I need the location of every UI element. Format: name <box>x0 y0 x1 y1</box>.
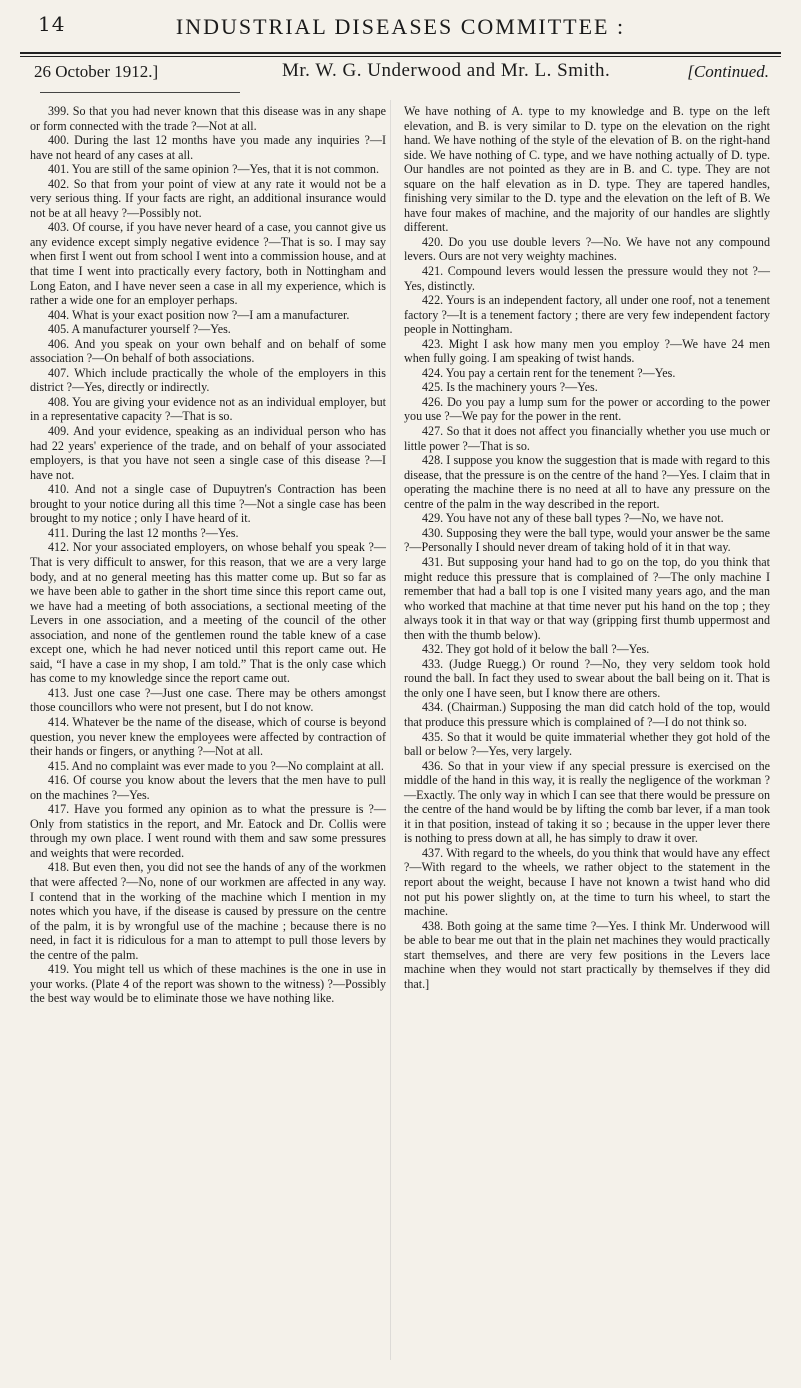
paragraph: 409. And your evidence, speaking as an individual person who has had 22 years' experience of the trade, and on behalf of your associated employers, is that you have not seen a single case of this disease ?—I have not. <box>30 424 386 482</box>
paragraph: 421. Compound levers would lessen the pressure would they not ?—Yes, distinctly. <box>404 264 770 293</box>
paragraph: 416. Of course you know about the levers that the men have to pull on the machines ?—Yes. <box>30 773 386 802</box>
paragraph: 436. So that in your view if any special pressure is exercised on the middle of the hand in this way, it is really the negligence of the workman ?—Exactly. The only way in which I can see that there would be pressure on the centre of the hand would be by lifting the comb bar lever, if a man took it in that position, instead of taking it so ; because in the upper lever there is nothing to press down at all, he has simply to draw it over. <box>404 758 770 846</box>
paragraph: 422. Yours is an independent factory, all under one roof, not a tenement factory ?—It is a tenement factory ; there are very few independent factory people in Nottingham. <box>404 293 770 337</box>
date-underline <box>40 92 240 93</box>
paragraph: 413. Just one case ?—Just one case. There may be others amongst those councillors who were not present, but I do not know. <box>30 685 386 715</box>
witness-names: Mr. W. G. Underwood and Mr. L. Smith. <box>282 60 611 81</box>
paragraph: 432. They got hold of it below the ball ?—Yes. <box>422 642 650 657</box>
paragraph: 424. You pay a certain rent for the tenement ?—Yes. <box>422 365 676 380</box>
paragraph: 406. And you speak on your own behalf and on behalf of some association ?—On behalf of both associations. <box>30 336 386 366</box>
paragraph: 415. And no complaint was ever made to you ?—No complaint at all. <box>48 758 384 773</box>
paragraph: 410. And not a single case of Dupuytren's Contraction has been brought to your notice during all this time ?—Not a single case has been brought to my notice ; only I have heard of it. <box>30 482 386 526</box>
running-title: INDUSTRIAL DISEASES COMMITTEE : <box>175 14 626 39</box>
header-rule <box>20 52 781 54</box>
paragraph: 434. (Chairman.) Supposing the man did catch hold of the top, would that produce this pressure which is complained of ?—I do not think so. <box>404 700 770 729</box>
paragraph: 425. Is the machinery yours ?—Yes. <box>422 380 598 395</box>
paragraph: 438. Both going at the same time ?—Yes. I think Mr. Underwood will be able to bear me out that in the plain net machines they would practically start themselves, and there are very few positions in the Levers lace machine when they would not start practically by themselves if they did that.] <box>404 918 770 991</box>
paragraph: 429. You have not any of these ball types ?—No, we have not. <box>422 511 724 526</box>
paragraph: 435. So that it would be quite immaterial whether they got hold of the ball or below ?—Yes, very largely. <box>404 729 770 759</box>
paragraph: 420. Do you use double levers ?—No. We have not any compound levers. Ours are not very weighty machines. <box>404 234 770 264</box>
paragraph: 426. Do you pay a lump sum for the power or according to the power you use ?—We pay for the power in the rent. <box>404 394 770 424</box>
paragraph: 405. A manufacturer yourself ?—Yes. <box>48 322 231 337</box>
paragraph: 401. You are still of the same opinion ?—Yes, that it is not common. <box>48 162 379 177</box>
left-column <box>30 104 386 1006</box>
column-divider <box>390 100 391 1360</box>
paragraph: 408. You are giving your evidence not as an individual employer, but in a representative capacity ?—That is so. <box>30 394 386 424</box>
page-number: 14 <box>38 12 66 36</box>
paragraph: We have nothing of A. type to my knowledge and B. type on the left elevation, and B. is very similar to D. type on the elevation on the right hand. We have nothing of the style of the elevation of B. on the right-hand side. We have nothing of C. type, and we have nothing actually of D. type. Our handles are not pointed as they are in B. and C. type. They are not square on the half elevation as in D. type. They are tapered handles, finishing very similar to the D. type and the elevation on the left of B. We have four makes of machine, and the majority of our handles are slightly different. <box>404 104 770 235</box>
paragraph: 402. So that from your point of view at any rate it would not be a very serious thing. If your facts are right, an additional insurance would not be at all heavy ?—Possibly not. <box>30 176 386 220</box>
paragraph: 414. Whatever be the name of the disease, which of course is beyond question, you never knew the employees were affected by contraction of their hands or fingers, or anything ?—Not at all. <box>30 714 386 759</box>
right-column <box>404 104 770 991</box>
page-header <box>24 12 777 46</box>
sub-header <box>24 58 777 88</box>
paragraph: 419. You might tell us which of these machines is the one in use in your works. (Plate 4 of the report was shown to the witness) ?—Possibly the best way would be to eliminate those we have nothing like. <box>30 962 386 1006</box>
hearing-date: 26 October 1912.] <box>34 62 159 81</box>
paragraph: 430. Supposing they were the ball type, would your answer be the same ?—Personally I should never dream of taking hold of it in that way. <box>404 525 770 555</box>
paragraph: 400. During the last 12 months have you made any inquiries ?—I have not heard of any cases at all. <box>30 133 386 162</box>
paragraph: 418. But even then, you did not see the hands of any of the workmen that were affected ?—No, none of our workmen are affected in any way. I contend that in the working of the machine which I mention in my notes which you have, if the disease is caused by pressure on the centre of the palm, it is by wrongful use of the machine ; because there is no need, in fact it is ridiculous for a man to attempt to pull those levers by the centre of the palm. <box>30 860 386 962</box>
paragraph: 407. Which include practically the whole of the employers in this district ?—Yes, directly or indirectly. <box>30 365 386 395</box>
paragraph: 427. So that it does not affect you financially whether you use much or little power ?—That is so. <box>404 424 770 453</box>
paragraph: 404. What is your exact position now ?—I am a manufacturer. <box>48 307 350 322</box>
paragraph: 399. So that you had never known that this disease was in any shape or form connected with the trade ?—Not at all. <box>30 104 386 133</box>
continued-label: [Continued. <box>687 62 769 81</box>
paragraph: 411. During the last 12 months ?—Yes. <box>48 525 239 540</box>
paragraph: 433. (Judge Ruegg.) Or round ?—No, they very seldom took hold round the ball. In fact they used to swear about the ball being on it. That is the only one I have seen, but I know there are others. <box>404 656 770 700</box>
paragraph: 412. Nor your associated employers, on whose behalf you speak ?—That is very difficult to answer, for this reason, that we are a very large body, and at no general meeting has this matter come up. But so far as we have been able to gather in the short time since this report came out, we have had a meeting of both associations, a sectional meeting of the Levers in one association, and a meeting of the council of the other association, and none of the gentlemen round the table knew of a case except one, which he had never noticed until this report came out. He said, “I have a case in my shop, I am told.” That is the only case which has come to my knowledge since the report came out. <box>30 540 386 686</box>
paragraph: 417. Have you formed any opinion as to what the pressure is ?—Only from statistics in the report, and Mr. Eatock and Dr. Collis were through my own place. I went round with them and saw some pressures and weights that were recorded. <box>30 802 386 860</box>
header-rule-thin <box>20 56 781 57</box>
paragraph: 437. With regard to the wheels, do you think that would have any effect ?—With regard to the wheels, we rather object to the statement in the report about the weight, because I have not known a twist hand who did not put his power slightly on, at the time to turn his wheel, to start the machine. <box>404 845 770 919</box>
paragraph: 431. But supposing your hand had to go on the top, do you think that might reduce this pressure that is complained of ?—The only machine I remember that had a ball top is one I visited many years ago, and the man who worked that machine at that time never put his hand on the top ; they always took it in that way or that way (gripping first thumb uppermost and then with the thumb below). <box>404 554 770 642</box>
paragraph: 423. Might I ask how many men you employ ?—We have 24 men when fully going. I am speaking of twist hands. <box>404 336 770 366</box>
paragraph: 428. I suppose you know the suggestion that is made with regard to this disease, that the pressure is on the centre of the hand ?—Yes. I claim that in operating the machine there is no need at all to have any pressure on the centre of the palm in the way described in the report. <box>404 453 770 511</box>
paragraph: 403. Of course, if you have never heard of a case, you cannot give us any evidence except simply negative evidence ?—That is so. I may say when first I went out from school I went into a commission house, and at that time I went into practically every factory, both in Nottingham and Long Eaton, and I have never seen a case in all my experience, which is rather a wide one for an employer perhaps. <box>30 220 386 308</box>
